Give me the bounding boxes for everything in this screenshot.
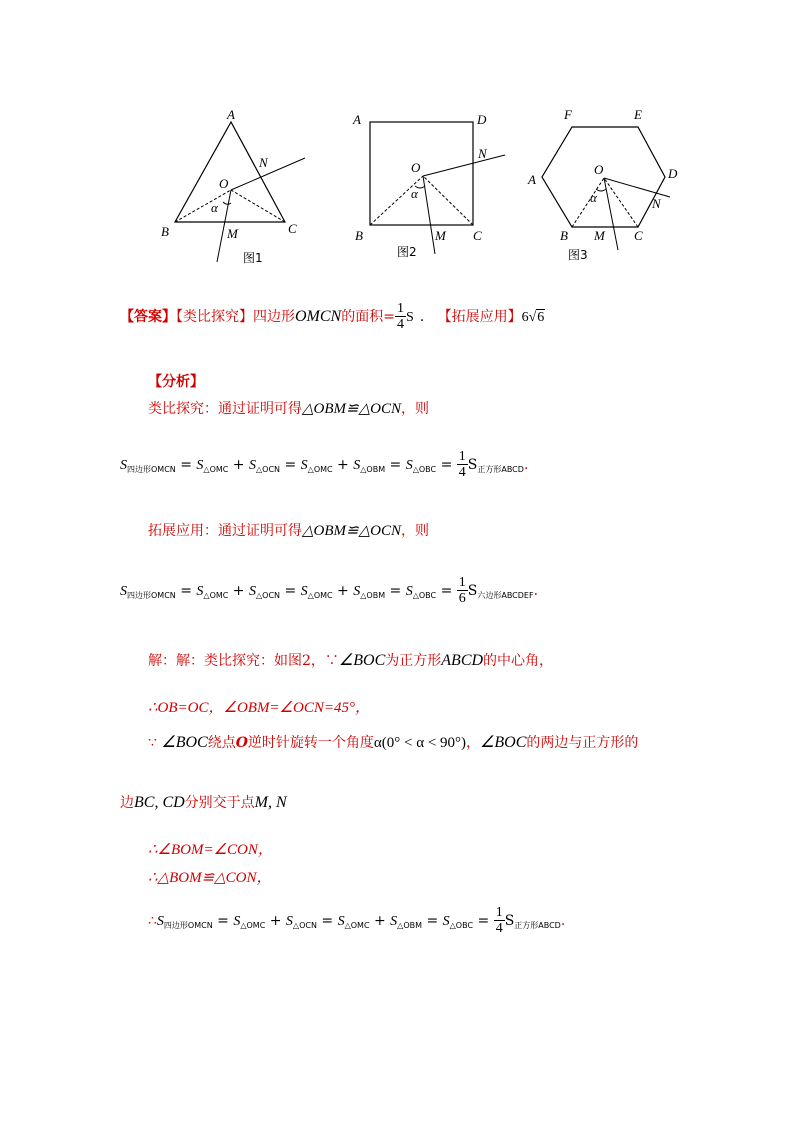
fig3-label-O: O <box>594 162 604 177</box>
fig1-label-B: B <box>161 224 169 239</box>
fig1-caption: 图1 <box>243 251 263 265</box>
figure-1-triangle <box>155 100 320 270</box>
fig3-label-alpha: α <box>590 190 597 205</box>
answer-part2-tag: 【拓展应用】 <box>437 309 522 325</box>
analysis-tag: 【分析】 <box>148 374 204 390</box>
analysis-line1-math: △OBM≌△OCN <box>302 401 401 417</box>
fig3-label-F: F <box>564 107 572 122</box>
answer-part2-value: 6√6 <box>521 310 545 325</box>
fig3-label-B: B <box>560 228 568 243</box>
fig1-label-A: A <box>227 107 235 122</box>
analysis-line2-text: 拓展应用：通过证明可得 <box>148 523 302 539</box>
analysis-line2-tail: ，则 <box>400 523 429 539</box>
analysis-line2-math: △OBM≌△OCN <box>302 523 401 539</box>
solution-line2: ∴OB=OC，∠OBM=∠OCN=45°， <box>148 700 370 716</box>
solution-line1: 解：解：类比探究：如图2，∵∠BOC为正方形ABCD的中心角， <box>148 652 554 669</box>
figure-2-square <box>345 100 520 260</box>
analysis-line1-tail: ，则 <box>400 401 429 417</box>
answer-period: . <box>419 309 425 325</box>
fig2-label-C: C <box>473 228 482 243</box>
analysis-line1-text: 类比探究：通过证明可得 <box>148 401 302 417</box>
answer-part1-text: 四边形 <box>253 309 295 325</box>
fig1-label-N: N <box>259 155 268 170</box>
analysis-equation2: $S_{四边形OMCN} = S_{\triangle OMC} + S_{\triangle OCN} = S_{\triangle OMC} + S_{\triangle OBM} = S_{\triangle OBC}$ = $\frac{1}{6}$ $S_{六边形ABCDEF}$. <box>120 575 539 606</box>
fig2-caption: 图2 <box>397 245 417 259</box>
fig1-label-C: C <box>288 221 297 236</box>
answer-frac-after: S <box>405 310 414 325</box>
solution-line3: ∵ ∠BOC绕点O逆时针旋转一个角度α(0° < α < 90°)，∠BOC的两边与正方形的 <box>148 734 639 751</box>
fig3-label-M: M <box>594 228 605 243</box>
fig3-label-D: D <box>668 166 678 181</box>
analysis-line2 <box>148 520 429 540</box>
answer-tag: 【答案】 <box>120 309 176 325</box>
fig1-label-alpha: α <box>211 200 218 215</box>
solution-equation: $\therefore S_{四边形OMCN} = S_{\triangle OMC} + S_{\triangle OCN} = S_{\triangle OMC} + S_{\triangle OBM} = S_{\triangle OBC}$ = $\frac{1}{4}$ $S_{正方形ABCD}$. <box>148 905 566 936</box>
answer-part1-tag: 【类比探究】 <box>176 309 253 325</box>
solution-line6: ∴△BOM≌△CON， <box>148 870 272 886</box>
fig2-label-D: D <box>477 112 487 127</box>
solution-line5: ∴∠BOM=∠CON， <box>148 842 273 858</box>
fig3-label-C: C <box>634 228 643 243</box>
fig3-label-E: E <box>634 107 642 122</box>
analysis-equation1: $S_{四边形OMCN} = S_{\triangle OMC} + S_{\triangle OCN} = S_{\triangle OMC} + S_{\triangle OBM} = S_{\triangle OBC}$ = $\frac{1}{4}$ $S_{正方形ABCD}$. <box>120 449 529 480</box>
fig2-label-alpha: α <box>411 186 418 201</box>
solution-line4: 边BC, CD分别交于点M, N <box>120 794 287 811</box>
fig1-label-O: O <box>219 176 229 191</box>
figure-3-hexagon <box>520 100 695 270</box>
fig2-label-N: N <box>478 146 487 161</box>
fig3-label-N: N <box>652 196 661 211</box>
answer-part1-text2: 的面积= <box>341 309 395 325</box>
fig2-label-B: B <box>355 228 363 243</box>
fig3-caption: 图3 <box>568 248 588 262</box>
fig2-label-O: O <box>411 160 421 175</box>
answer-line <box>120 302 545 332</box>
fig2-label-M: M <box>435 228 446 243</box>
fig3-label-A: A <box>528 172 536 187</box>
answer-fraction: $\frac{1}{4}$ <box>396 301 404 332</box>
fig1-label-M: M <box>227 226 238 241</box>
fig2-label-A: A <box>353 112 361 127</box>
analysis-line1 <box>148 398 429 418</box>
answer-quad: OMCN <box>295 308 342 325</box>
